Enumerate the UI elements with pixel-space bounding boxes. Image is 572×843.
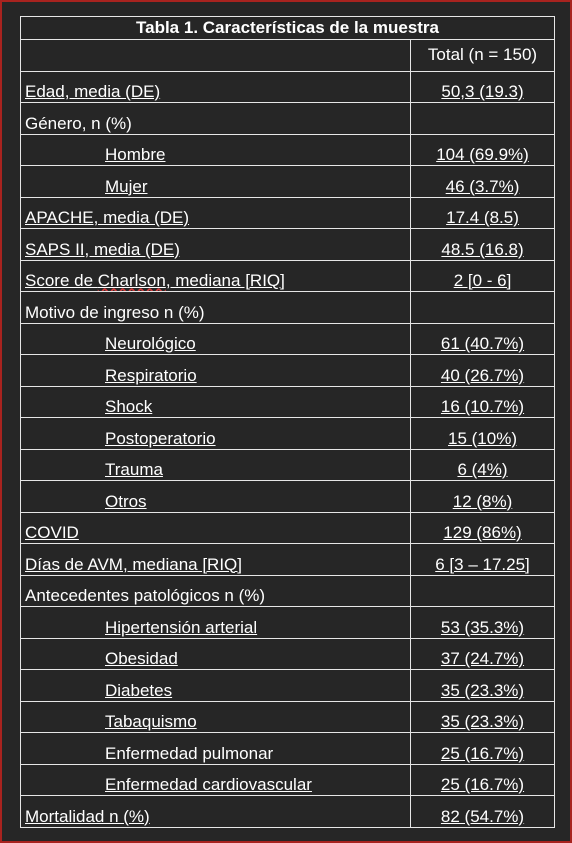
row-value: 104 (69.9%) bbox=[411, 134, 555, 166]
table-row bbox=[21, 71, 555, 103]
row-value: 6 (4%) bbox=[411, 449, 555, 481]
row-label: Motivo de ingreso n (%) bbox=[21, 292, 411, 324]
row-label: Postoperatorio bbox=[21, 418, 411, 450]
table-row bbox=[21, 103, 555, 135]
row-label: Mortalidad n (%) bbox=[21, 796, 411, 828]
row-label: Shock bbox=[21, 386, 411, 418]
table-row bbox=[21, 355, 555, 387]
table-row bbox=[21, 481, 555, 513]
row-label: Neurológico bbox=[21, 323, 411, 355]
row-value: 17.4 (8.5) bbox=[411, 197, 555, 229]
row-label: Enfermedad cardiovascular bbox=[21, 764, 411, 796]
row-label: Respiratorio bbox=[21, 355, 411, 387]
row-label: Género, n (%) bbox=[21, 103, 411, 135]
table-title: Tabla 1. Características de la muestra bbox=[21, 17, 555, 40]
row-value: 53 (35.3%) bbox=[411, 607, 555, 639]
characteristics-table bbox=[20, 16, 555, 828]
row-label: SAPS II, media (DE) bbox=[21, 229, 411, 261]
row-value: 50,3 (19.3) bbox=[411, 71, 555, 103]
empty-header-cell bbox=[21, 40, 411, 72]
row-label: Mujer bbox=[21, 166, 411, 198]
row-label: COVID bbox=[21, 512, 411, 544]
row-value: 82 (54.7%) bbox=[411, 796, 555, 828]
table-row bbox=[21, 134, 555, 166]
row-label: Trauma bbox=[21, 449, 411, 481]
table-row bbox=[21, 733, 555, 765]
table-row bbox=[21, 701, 555, 733]
row-value: 40 (26.7%) bbox=[411, 355, 555, 387]
table-row bbox=[21, 607, 555, 639]
table-title-row bbox=[21, 17, 555, 40]
table-row bbox=[21, 292, 555, 324]
table-row bbox=[21, 512, 555, 544]
row-label: Tabaquismo bbox=[21, 701, 411, 733]
column-header-total: Total (n = 150) bbox=[411, 40, 555, 72]
table-row bbox=[21, 764, 555, 796]
row-value: 16 (10.7%) bbox=[411, 386, 555, 418]
row-value: 48.5 (16.8) bbox=[411, 229, 555, 261]
row-value: 37 (24.7%) bbox=[411, 638, 555, 670]
row-value: 129 (86%) bbox=[411, 512, 555, 544]
row-label: Obesidad bbox=[21, 638, 411, 670]
table-row bbox=[21, 323, 555, 355]
row-value bbox=[411, 575, 555, 607]
row-label: Otros bbox=[21, 481, 411, 513]
table-row bbox=[21, 449, 555, 481]
row-value: 15 (10%) bbox=[411, 418, 555, 450]
row-value: 2 [0 - 6] bbox=[411, 260, 555, 292]
table-row bbox=[21, 670, 555, 702]
row-label: Hipertensión arterial bbox=[21, 607, 411, 639]
table-row bbox=[21, 386, 555, 418]
row-label: Hombre bbox=[21, 134, 411, 166]
column-header-row bbox=[21, 40, 555, 72]
spellcheck-marked-word: Charlson bbox=[97, 271, 166, 290]
table-row bbox=[21, 229, 555, 261]
row-label: Días de AVM, mediana [RIQ] bbox=[21, 544, 411, 576]
row-label: Diabetes bbox=[21, 670, 411, 702]
row-value: 6 [3 – 17.25] bbox=[411, 544, 555, 576]
table-row bbox=[21, 197, 555, 229]
row-label: Edad, media (DE) bbox=[21, 71, 411, 103]
row-value: 25 (16.7%) bbox=[411, 764, 555, 796]
row-value bbox=[411, 292, 555, 324]
row-label: Enfermedad pulmonar bbox=[21, 733, 411, 765]
row-value: 12 (8%) bbox=[411, 481, 555, 513]
row-label: APACHE, media (DE) bbox=[21, 197, 411, 229]
row-value: 61 (40.7%) bbox=[411, 323, 555, 355]
table-row bbox=[21, 796, 555, 828]
row-value: 25 (16.7%) bbox=[411, 733, 555, 765]
row-label: Antecedentes patológicos n (%) bbox=[21, 575, 411, 607]
row-value: 46 (3.7%) bbox=[411, 166, 555, 198]
row-value: 35 (23.3%) bbox=[411, 670, 555, 702]
table-row bbox=[21, 638, 555, 670]
row-value: 35 (23.3%) bbox=[411, 701, 555, 733]
table-row bbox=[21, 166, 555, 198]
row-value bbox=[411, 103, 555, 135]
table-row bbox=[21, 575, 555, 607]
table-row bbox=[21, 260, 555, 292]
table-row bbox=[21, 544, 555, 576]
table-row bbox=[21, 418, 555, 450]
row-label: Score de Charlson, mediana [RIQ] bbox=[21, 260, 411, 292]
